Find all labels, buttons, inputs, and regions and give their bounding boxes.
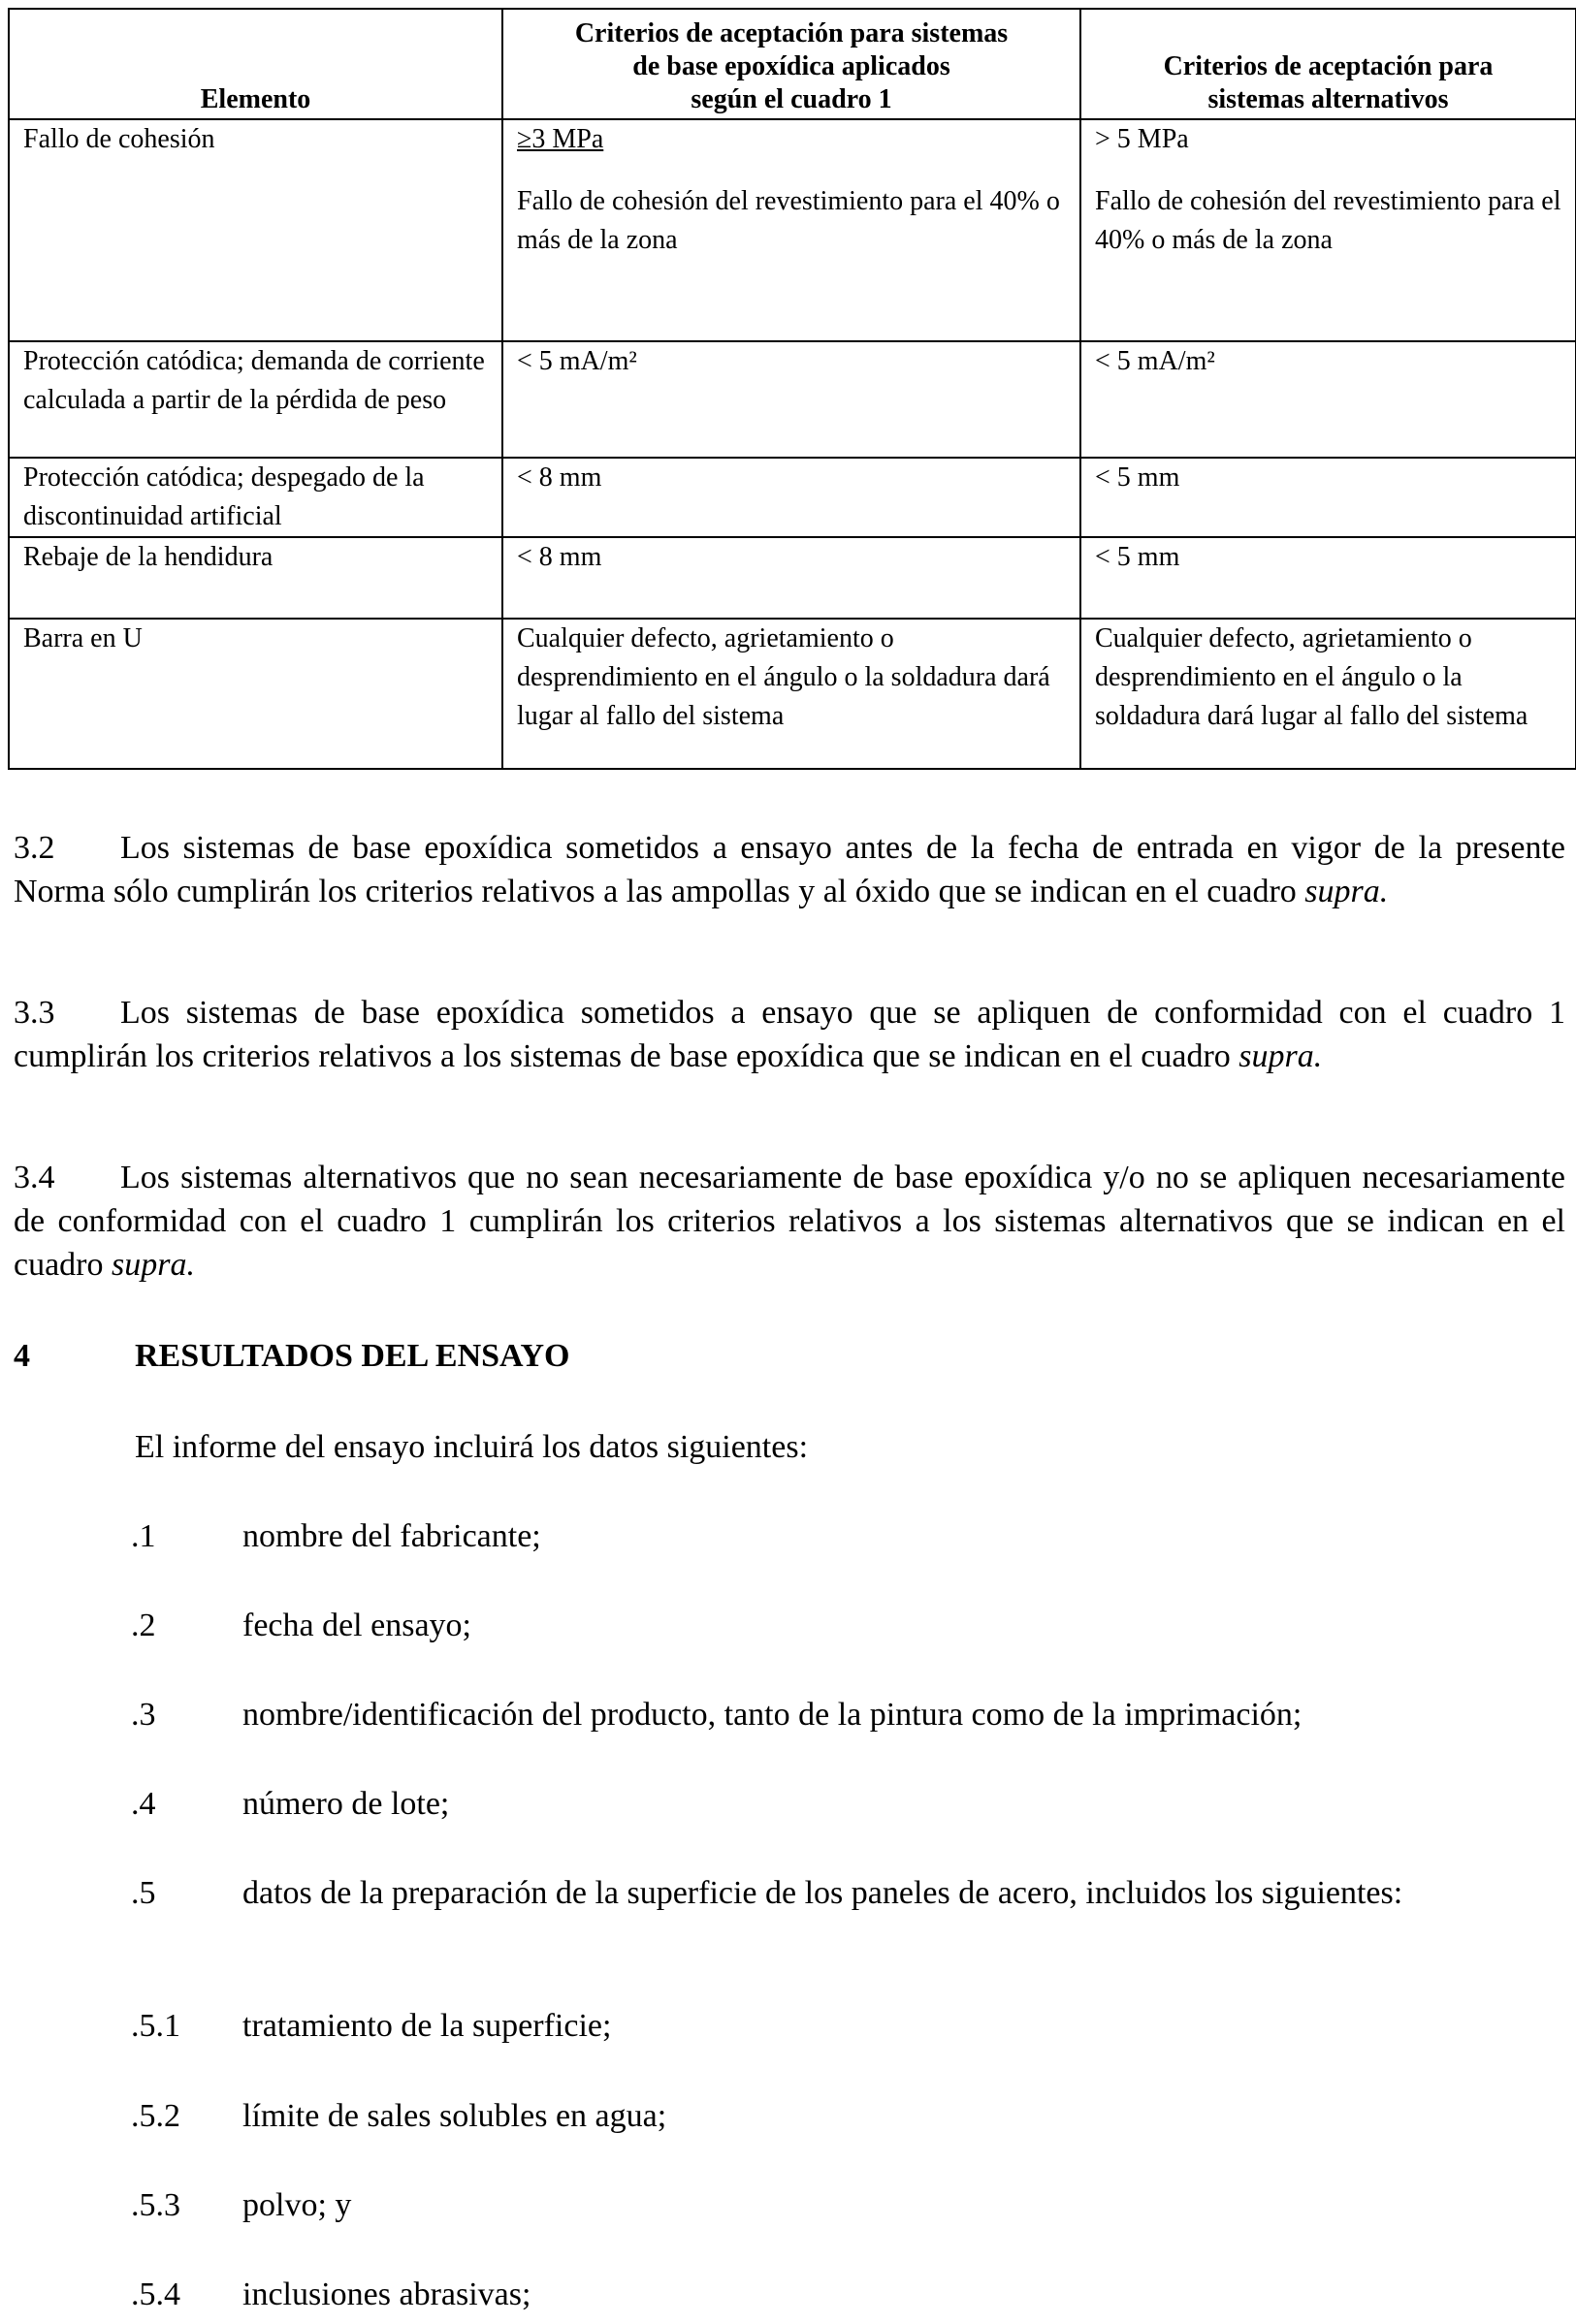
epoxy-note: Fallo de cohesión del revestimiento para el 40% o más de la zona [517, 186, 1060, 255]
table-row [9, 458, 1576, 537]
acceptance-criteria-table [8, 8, 1576, 770]
list-item-text: nombre/identificación del producto, tanto de la pintura como de la imprimación; [242, 1697, 1303, 1733]
cell-element: Rebaje de la hendidura [9, 537, 502, 619]
cell-element: Barra en U [9, 619, 502, 769]
paragraph-italic: supra. [112, 1247, 195, 1283]
list-item-text: número de lote; [242, 1786, 450, 1822]
paragraph-italic: supra. [1238, 1038, 1323, 1074]
header-alt-line1: Criterios de aceptación para [1163, 51, 1494, 81]
paragraph-text: Los sistemas alternativos que no sean necesariamente de base epoxídica y/o no se apliquen necesariamente de conformidad con el cuadro 1 cumplirán los criterios relativos a los sistemas alternativos que se indican en el cuadro [14, 1160, 1565, 1283]
header-epoxy-line2: de base epoxídica aplicados [632, 51, 950, 81]
section-number: 4 [14, 1338, 30, 1374]
cell-alternative: < 5 mm [1080, 537, 1576, 619]
cell-element: Protección catódica; despegado de la discontinuidad artificial [9, 458, 502, 537]
paragraph-italic: supra. [1304, 874, 1389, 909]
cell-epoxy: < 8 mm [502, 537, 1080, 619]
header-alternative-criteria [1080, 9, 1576, 119]
epoxy-value: ≥3 MPa [517, 124, 604, 154]
section-heading [14, 1334, 569, 1378]
list-item-number: .5.1 [131, 2008, 180, 2044]
cell-alternative: < 5 mm [1080, 458, 1576, 537]
section-intro: El informe del ensayo incluirá los datos siguientes: [135, 1429, 809, 1465]
paragraph-number: 3.3 [14, 995, 55, 1031]
list-item-number: .3 [131, 1697, 156, 1733]
paragraph-3-2 [14, 826, 1565, 913]
list-item-number: .5.4 [131, 2276, 180, 2312]
cell-epoxy [502, 119, 1080, 341]
table-row [9, 341, 1576, 458]
header-epoxy-criteria [502, 9, 1080, 119]
cell-epoxy: < 5 mA/m² [502, 341, 1080, 458]
list-item-text: datos de la preparación de la superficie de los paneles de acero, incluidos los siguientes: [242, 1875, 1403, 1911]
cell-alternative [1080, 119, 1576, 341]
cell-element: Fallo de cohesión [9, 119, 502, 341]
header-alt-line2: sistemas alternativos [1207, 84, 1449, 114]
list-item-text: inclusiones abrasivas; [242, 2276, 531, 2312]
paragraph-text: Los sistemas de base epoxídica sometidos a ensayo que se apliquen de conformidad con el cuadro 1 cumplirán los criterios relativos a los sistemas de base epoxídica que se indican en el cuadro [14, 995, 1565, 1074]
table-row [9, 119, 1576, 341]
cell-element: Protección catódica; demanda de corriente calculada a partir de la pérdida de peso [9, 341, 502, 458]
list-item-text: tratamiento de la superficie; [242, 2008, 612, 2044]
list-item-number: .2 [131, 1608, 156, 1643]
alt-value: > 5 MPa [1095, 124, 1189, 154]
list-item-text: límite de sales solubles en agua; [242, 2098, 667, 2134]
paragraph-number: 3.2 [14, 830, 55, 866]
paragraph-3-4 [14, 1156, 1565, 1287]
list-item-number: .4 [131, 1786, 156, 1822]
list-item-number: .5.3 [131, 2187, 180, 2223]
cell-epoxy: Cualquier defecto, agrietamiento o desprendimiento en el ángulo o la soldadura dará lugar al fallo del sistema [502, 619, 1080, 769]
list-item-number: .5.2 [131, 2098, 180, 2134]
header-epoxy-line1: Criterios de aceptación para sistemas [574, 18, 1009, 48]
table-row [9, 619, 1576, 769]
cell-epoxy: < 8 mm [502, 458, 1080, 537]
table-header-row [9, 9, 1576, 119]
list-item-number: .1 [131, 1518, 156, 1554]
list-item-text: fecha del ensayo; [242, 1608, 471, 1643]
list-item-text: nombre del fabricante; [242, 1518, 541, 1554]
section-title: RESULTADOS DEL ENSAYO [135, 1338, 570, 1374]
paragraph-3-3 [14, 991, 1565, 1078]
paragraph-text: Los sistemas de base epoxídica sometidos a ensayo antes de la fecha de entrada en vigor de la presente Norma sólo cumplirán los criterios relativos a las ampollas y al óxido que se indican en el cuadro [14, 830, 1565, 909]
cell-alternative: < 5 mA/m² [1080, 341, 1576, 458]
table-row [9, 537, 1576, 619]
alt-note: Fallo de cohesión del revestimiento para el 40% o más de la zona [1095, 186, 1561, 255]
list-item-text: polvo; y [242, 2187, 352, 2223]
header-epoxy-line3: según el cuadro 1 [691, 84, 892, 114]
header-element: Elemento [9, 9, 502, 119]
cell-alternative: Cualquier defecto, agrietamiento o desprendimiento en el ángulo o la soldadura dará lugar al fallo del sistema [1080, 619, 1576, 769]
list-item-number: .5 [131, 1875, 156, 1911]
paragraph-number: 3.4 [14, 1160, 55, 1195]
